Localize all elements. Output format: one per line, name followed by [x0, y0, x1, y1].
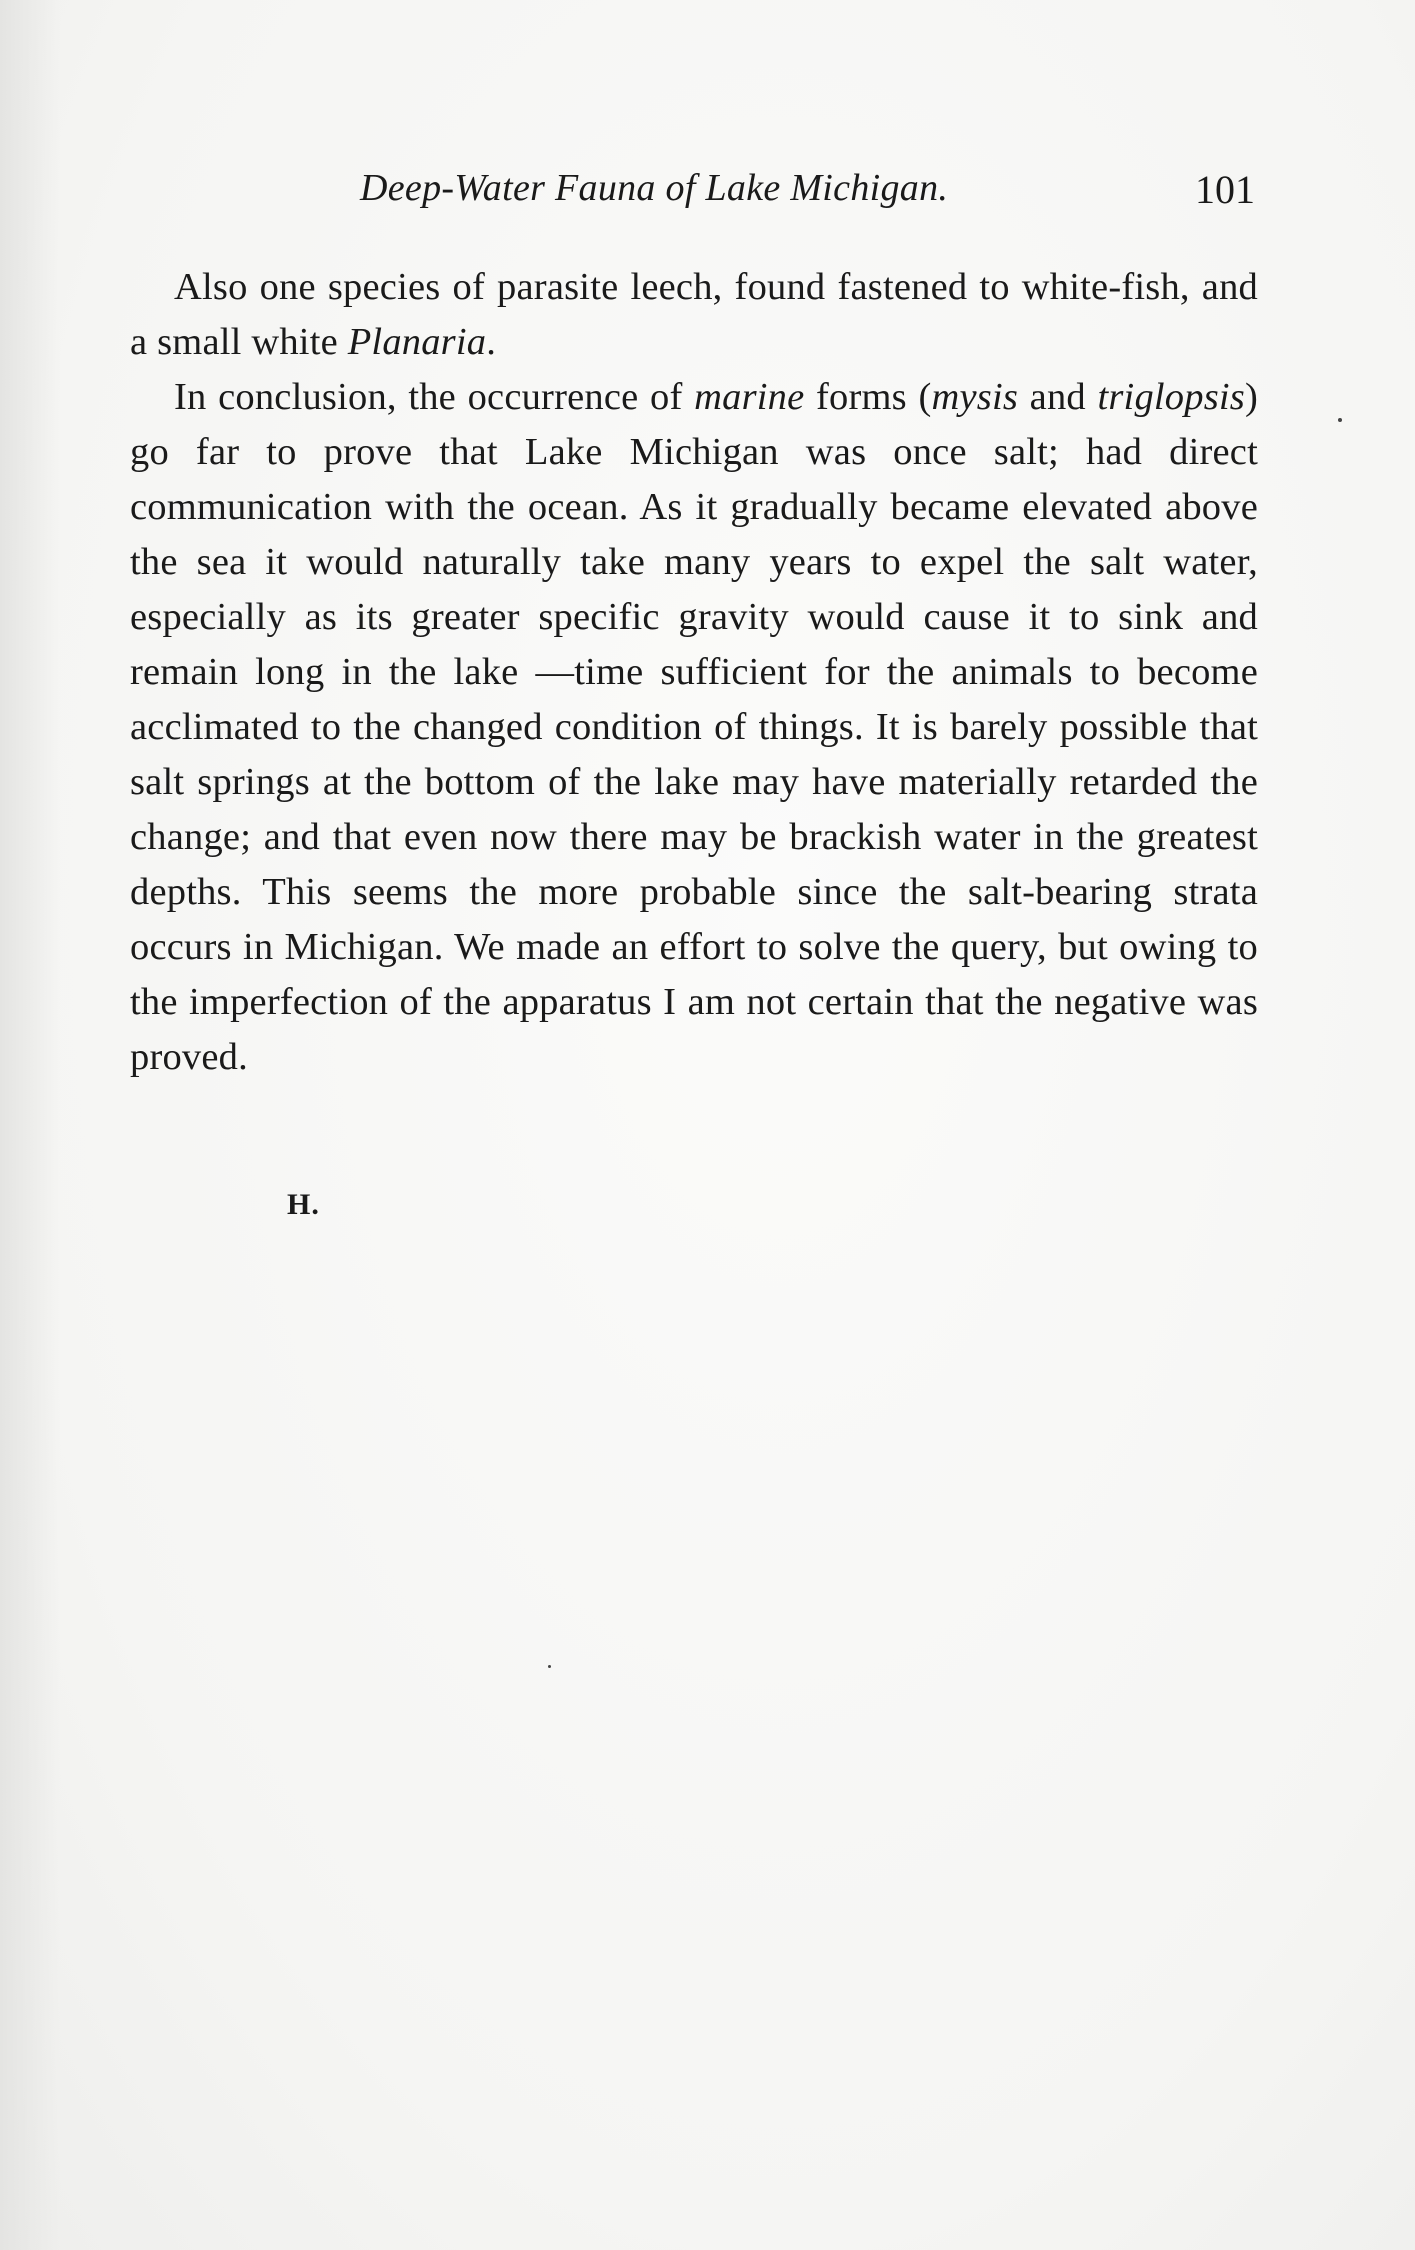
paragraph-conclusion [130, 370, 1258, 1085]
conclusion-text-rest: ) go far to prove that Lake Michigan was once salt; had direct communication with the ocean. As it gradually became elevated above the sea it would naturally take many years to expel the salt water, especially as its greater specific gravity would cause it to sink and remain long in the lake —time sufficient for the animals to become acclimated to the changed condition of things. It is barely possible that salt springs at the bottom of the lake may have materially retarded the change; and that even now there may be brackish water in the greatest depths. This seems the more probable since the salt-bearing strata occurs in Michigan. We made an effort to solve the query, but owing to the imperfection of the apparatus I am not certain that the negative was proved. [130, 376, 1258, 1078]
running-head [360, 166, 1255, 216]
conclusion-text-start: In conclusion, the occurrence of [174, 376, 695, 418]
marine-term: marine [694, 376, 805, 418]
paper-speck [1338, 418, 1342, 422]
conclusion-text-and: and [1018, 376, 1098, 418]
paragraph-leech-text: Also one species of parasite leech, found fastened to white-fish, and a small white [130, 266, 1258, 363]
planaria-term: Planaria [347, 321, 487, 363]
author-signature: H. [287, 1188, 320, 1221]
paragraph-leech [130, 260, 1258, 370]
paper-speck [548, 1665, 551, 1668]
page-number: 101 [1195, 167, 1255, 212]
running-title: Deep-Water Fauna of Lake Michigan. [360, 167, 949, 209]
paragraph-leech-end: . [486, 321, 497, 363]
gutter-shadow [0, 0, 60, 2250]
conclusion-text-forms: forms ( [804, 376, 932, 418]
mysis-term: mysis [931, 376, 1019, 418]
triglopsis-term: triglopsis [1097, 376, 1245, 418]
body-text [130, 260, 1258, 1085]
